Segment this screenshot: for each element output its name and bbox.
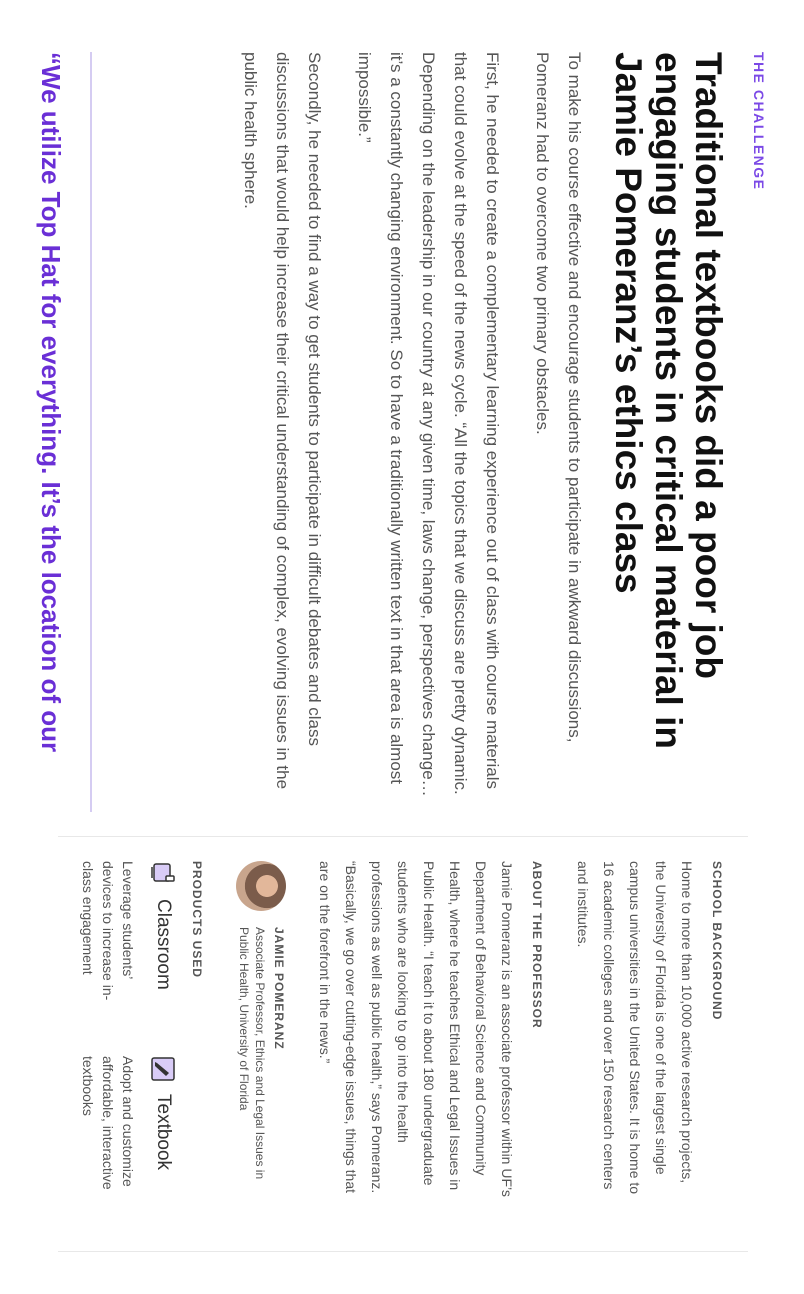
professor-name: JAMIE POMERANZ [272, 927, 286, 1050]
products-list [80, 861, 176, 1251]
paragraph: To make his course effective and encourage students to participate in awkward discussions, Pomeranz had to overcome two primary obstacles. [533, 52, 584, 743]
products-used-heading: PRODUCTS USED [190, 861, 204, 979]
professor-title: Associate Professor, Ethics and Legal Issues in Public Health, University of Florida [237, 927, 267, 1180]
about-professor-text: Jamie Pomeranz is an associate professor within UF’s Department of Behavioral Science and Community Health, where he teaches Ethical and Legal Issues in Public Health. “I teach it to about 180 undergraduate students who are looking to go into the health professions as well as public health,” says Pomeranz. “Basically, we go over cutting-edge issues, things that are on the forefront in the news.” [317, 861, 515, 1197]
professor-profile [236, 861, 286, 1251]
product-description: Adopt and customize affordable, interactive textbooks [80, 1056, 136, 1190]
textbook-icon [150, 1056, 176, 1082]
product-item-classroom[interactable] [80, 861, 176, 1056]
classroom-icon [150, 861, 176, 887]
paragraph: Secondly, he needed to find a way to get students to participate in difficult debates and class discussions that would help increase their critical understanding of complex, evolving issues in the public health sphere. [241, 52, 324, 790]
about-professor-heading: ABOUT THE PROFESSOR [530, 861, 544, 1029]
school-background-text: Home to more than 10,000 active research projects, the University of Florida is one of the largest single campus universities in the United States. It is home to 16 academic colleges and over 150 research centers and institutes. [575, 861, 695, 1195]
school-background-heading: SCHOOL BACKGROUND [710, 861, 724, 1021]
product-item-textbook[interactable] [80, 1056, 176, 1251]
challenge-section [234, 52, 768, 802]
pull-quote [34, 52, 92, 812]
product-name: Classroom [153, 899, 174, 990]
section-heading: Traditional textbooks did a poor job engaging students in critical material in Jamie Pomeranz’s ethics class [608, 52, 729, 749]
pull-quote-text: “We utilize Top Hat for everything. It’s the location of our [36, 52, 66, 753]
paragraph: First, he needed to create a complementary learning experience out of class with course materials that could evolve at the speed of the news cycle. “All the topics that we discuss are pretty dynamic. Depending on the leadership in our country at any given time, laws change, perspectives change…it’s a constantly changing environment. So to have a traditionally written text in that area is almost impossible.” [355, 52, 502, 797]
product-description: Leverage students’ devices to increase in-class engagement [80, 861, 136, 1001]
product-name: Textbook [153, 1094, 174, 1171]
sidebar [58, 836, 748, 1252]
avatar [236, 861, 286, 911]
section-eyebrow: THE CHALLENGE [751, 52, 767, 191]
